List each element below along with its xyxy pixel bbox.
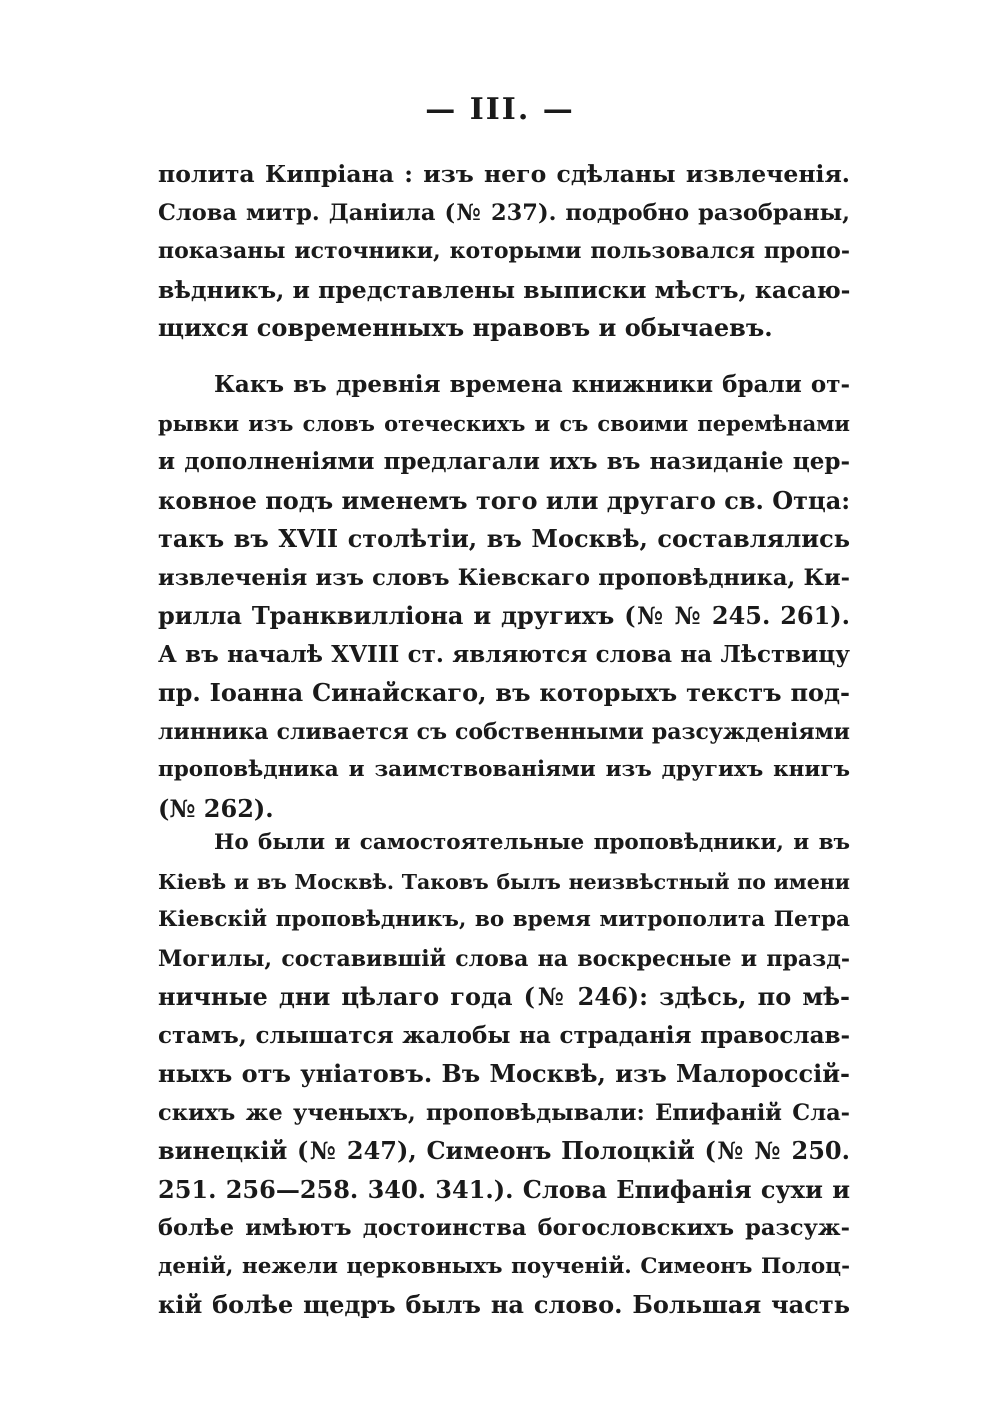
text-line: Могилы, составившій слова на воскресные и празд- (158, 945, 850, 972)
text-line: рилла Транквилліона и другихъ (№ № 245. 261). (158, 601, 850, 630)
text-line: ничные дни цѣлаго года (№ 246): здѣсь, по мѣ- (158, 982, 850, 1011)
text-line: Но были и самостоятельные проповѣдники, и въ (214, 830, 850, 855)
text-line: Слова митр. Даніила (№ 237). подробно разобраны, (158, 199, 850, 226)
page-number: — III. — (425, 92, 575, 127)
text-line: ковное подъ именемъ того или другаго св. Отца: (158, 485, 851, 515)
text-line: Кіевскій проповѣдникъ, во время митрополита Петра (158, 907, 850, 932)
text-line: ныхъ отъ уніатовъ. Въ Москвѣ, изъ Малороссій- (158, 1059, 850, 1088)
text-line: Кіевѣ и въ Москвѣ. Таковъ былъ неизвѣстный по имени (158, 869, 850, 894)
text-line: полита Кипріана : изъ него сдѣланы извлеченія. (158, 160, 850, 188)
text-line: показаны источники, которыми пользовался пропо- (158, 238, 850, 264)
paragraph-1 (158, 155, 850, 348)
text-line: винецкій (№ 247), Симеонъ Полоцкій (№ № 250. (158, 1136, 850, 1165)
text-line: скихъ же ученыхъ, проповѣдывали: Епифаній Сла- (158, 1099, 850, 1126)
text-line: и дополненіями предлагали ихъ въ назиданіе цер- (158, 448, 850, 475)
text-line: рывки изъ словъ отеческихъ и съ своими перемѣнами (158, 410, 850, 436)
text-line: А въ началѣ XVIII ст. являются слова на Лѣствицу (158, 640, 850, 668)
text-line: вѣдникъ, и представлены выписки мѣстъ, касаю- (158, 275, 851, 304)
paragraph-3 (158, 824, 850, 1325)
text-line: деній, нежели церковныхъ поученій. Симеонъ Полоц- (158, 1253, 850, 1279)
paragraph-2 (158, 366, 850, 828)
text-line: (№ 262). (158, 793, 274, 823)
text-line: щихся современныхъ нравовъ и обычаевъ. (158, 313, 773, 342)
text-line: такъ въ XVII столѣтіи, въ Москвѣ, составлялись (158, 524, 850, 553)
text-line: болѣе имѣютъ достоинства богословскихъ разсуж- (158, 1215, 850, 1241)
text-line: пр. Іоанна Синайскаго, въ которыхъ текстъ под- (158, 678, 850, 707)
text-line: стамъ, слышатся жалобы на страданія православ- (158, 1021, 850, 1049)
text-line: кій болѣе щедръ былъ на слово. Большая часть (158, 1290, 850, 1319)
text-line: проповѣдника и заимствованіями изъ другихъ книгъ (158, 757, 850, 782)
text-line: извлеченія изъ словъ Кіевскаго проповѣдника, Ки- (158, 564, 850, 591)
text-line: 251. 256—258. 340. 341.). Слова Епифанія сухи и (158, 1174, 850, 1204)
text-line: линника сливается съ собственными разсужденіями (158, 718, 850, 745)
text-line: Какъ въ древнія времена книжники брали от- (214, 371, 850, 398)
